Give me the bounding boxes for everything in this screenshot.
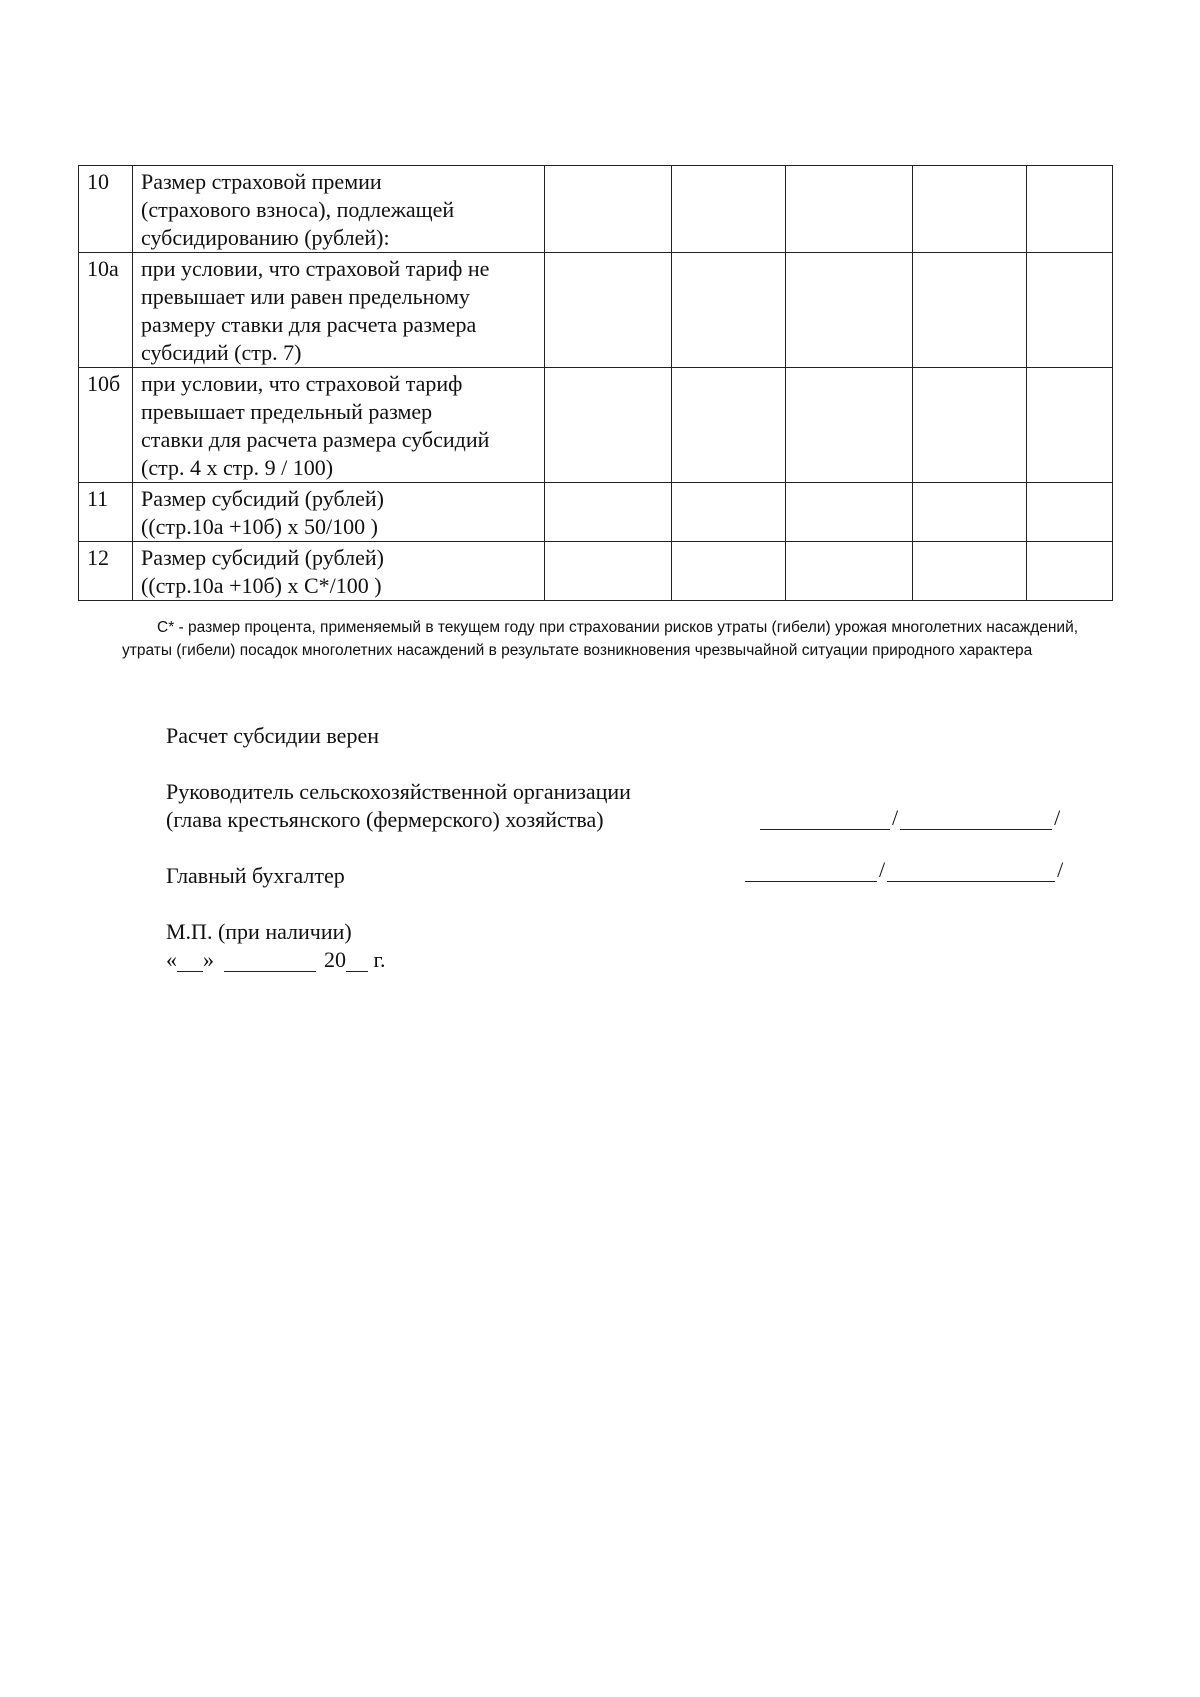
value-cell[interactable]: [545, 542, 672, 601]
value-cell[interactable]: [545, 166, 672, 253]
value-cell[interactable]: [545, 368, 672, 483]
stamp-place-text: М.П. (при наличии): [166, 919, 352, 944]
accountant-signature-blank[interactable]: [745, 863, 877, 882]
separator-slash: /: [879, 857, 886, 882]
date-year-suffix: г.: [368, 947, 386, 972]
value-cell[interactable]: [786, 166, 913, 253]
row-description: Размер страховой премии (страхового взноса), подлежащей субсидированию (рублей):: [133, 166, 545, 253]
row-number: 10: [79, 166, 133, 253]
date-year-prefix: 20: [324, 947, 346, 972]
table-row: [79, 166, 1113, 253]
value-cell[interactable]: [913, 166, 1027, 253]
separator-slash: /: [1054, 805, 1061, 830]
value-cell[interactable]: [672, 483, 786, 542]
row-number: 11: [79, 483, 133, 542]
value-cell[interactable]: [786, 368, 913, 483]
row-number: 10а: [79, 253, 133, 368]
value-cell[interactable]: [786, 483, 913, 542]
row-description: Размер субсидий (рублей) ((стр.10а +10б) х С*/100 ): [133, 542, 545, 601]
date-year-blank[interactable]: [346, 953, 368, 972]
director-title-line2: (глава крестьянского (фермерского) хозяйства): [166, 807, 604, 832]
value-cell[interactable]: [913, 253, 1027, 368]
value-cell[interactable]: [786, 253, 913, 368]
value-cell[interactable]: [672, 166, 786, 253]
value-cell[interactable]: [672, 253, 786, 368]
director-signature-field: [760, 806, 1062, 830]
table-row: [79, 542, 1113, 601]
value-cell[interactable]: [545, 483, 672, 542]
row-number: 12: [79, 542, 133, 601]
footnote-c-star: С* - размер процента, применяемый в текущем году при страховании рисков утраты (гибели) урожая многолетних насаждений, утраты (гибели) посадок многолетних насаждений в результате возникновения чрезвычайной ситуации природного характера: [122, 619, 1079, 659]
date-month-blank[interactable]: [224, 953, 316, 972]
director-name-blank[interactable]: [900, 811, 1052, 830]
separator-slash: /: [892, 805, 899, 830]
calculation-verified-text: Расчет субсидии верен: [166, 723, 379, 748]
table-row: [79, 368, 1113, 483]
value-cell[interactable]: [786, 542, 913, 601]
date-line: [166, 948, 386, 972]
value-cell[interactable]: [913, 542, 1027, 601]
value-cell[interactable]: [913, 368, 1027, 483]
table-row: [79, 483, 1113, 542]
accountant-signature-field: [745, 858, 1065, 882]
date-open-quote: «: [166, 947, 177, 972]
director-title-line1: Руководитель сельскохозяйственной организации: [166, 779, 631, 804]
separator-slash: /: [1057, 857, 1064, 882]
date-day-blank[interactable]: [177, 953, 203, 972]
value-cell[interactable]: [1027, 542, 1113, 601]
value-cell[interactable]: [1027, 166, 1113, 253]
value-cell[interactable]: [1027, 368, 1113, 483]
row-description: при условии, что страховой тариф не превышает или равен предельному размеру ставки для расчета размера субсидий (стр. 7): [133, 253, 545, 368]
row-description: Размер субсидий (рублей) ((стр.10а +10б) х 50/100 ): [133, 483, 545, 542]
value-cell[interactable]: [913, 483, 1027, 542]
value-cell[interactable]: [672, 542, 786, 601]
accountant-name-blank[interactable]: [887, 863, 1055, 882]
date-close-quote: »: [203, 947, 214, 972]
value-cell[interactable]: [545, 253, 672, 368]
table-row: [79, 253, 1113, 368]
chief-accountant-title: Главный бухгалтер: [166, 863, 345, 888]
value-cell[interactable]: [672, 368, 786, 483]
value-cell[interactable]: [1027, 483, 1113, 542]
row-description: при условии, что страховой тариф превышает предельный размер ставки для расчета размера субсидий (стр. 4 х стр. 9 / 100): [133, 368, 545, 483]
row-number: 10б: [79, 368, 133, 483]
value-cell[interactable]: [1027, 253, 1113, 368]
subsidy-calculation-table: [78, 165, 1113, 601]
director-signature-blank[interactable]: [760, 811, 890, 830]
